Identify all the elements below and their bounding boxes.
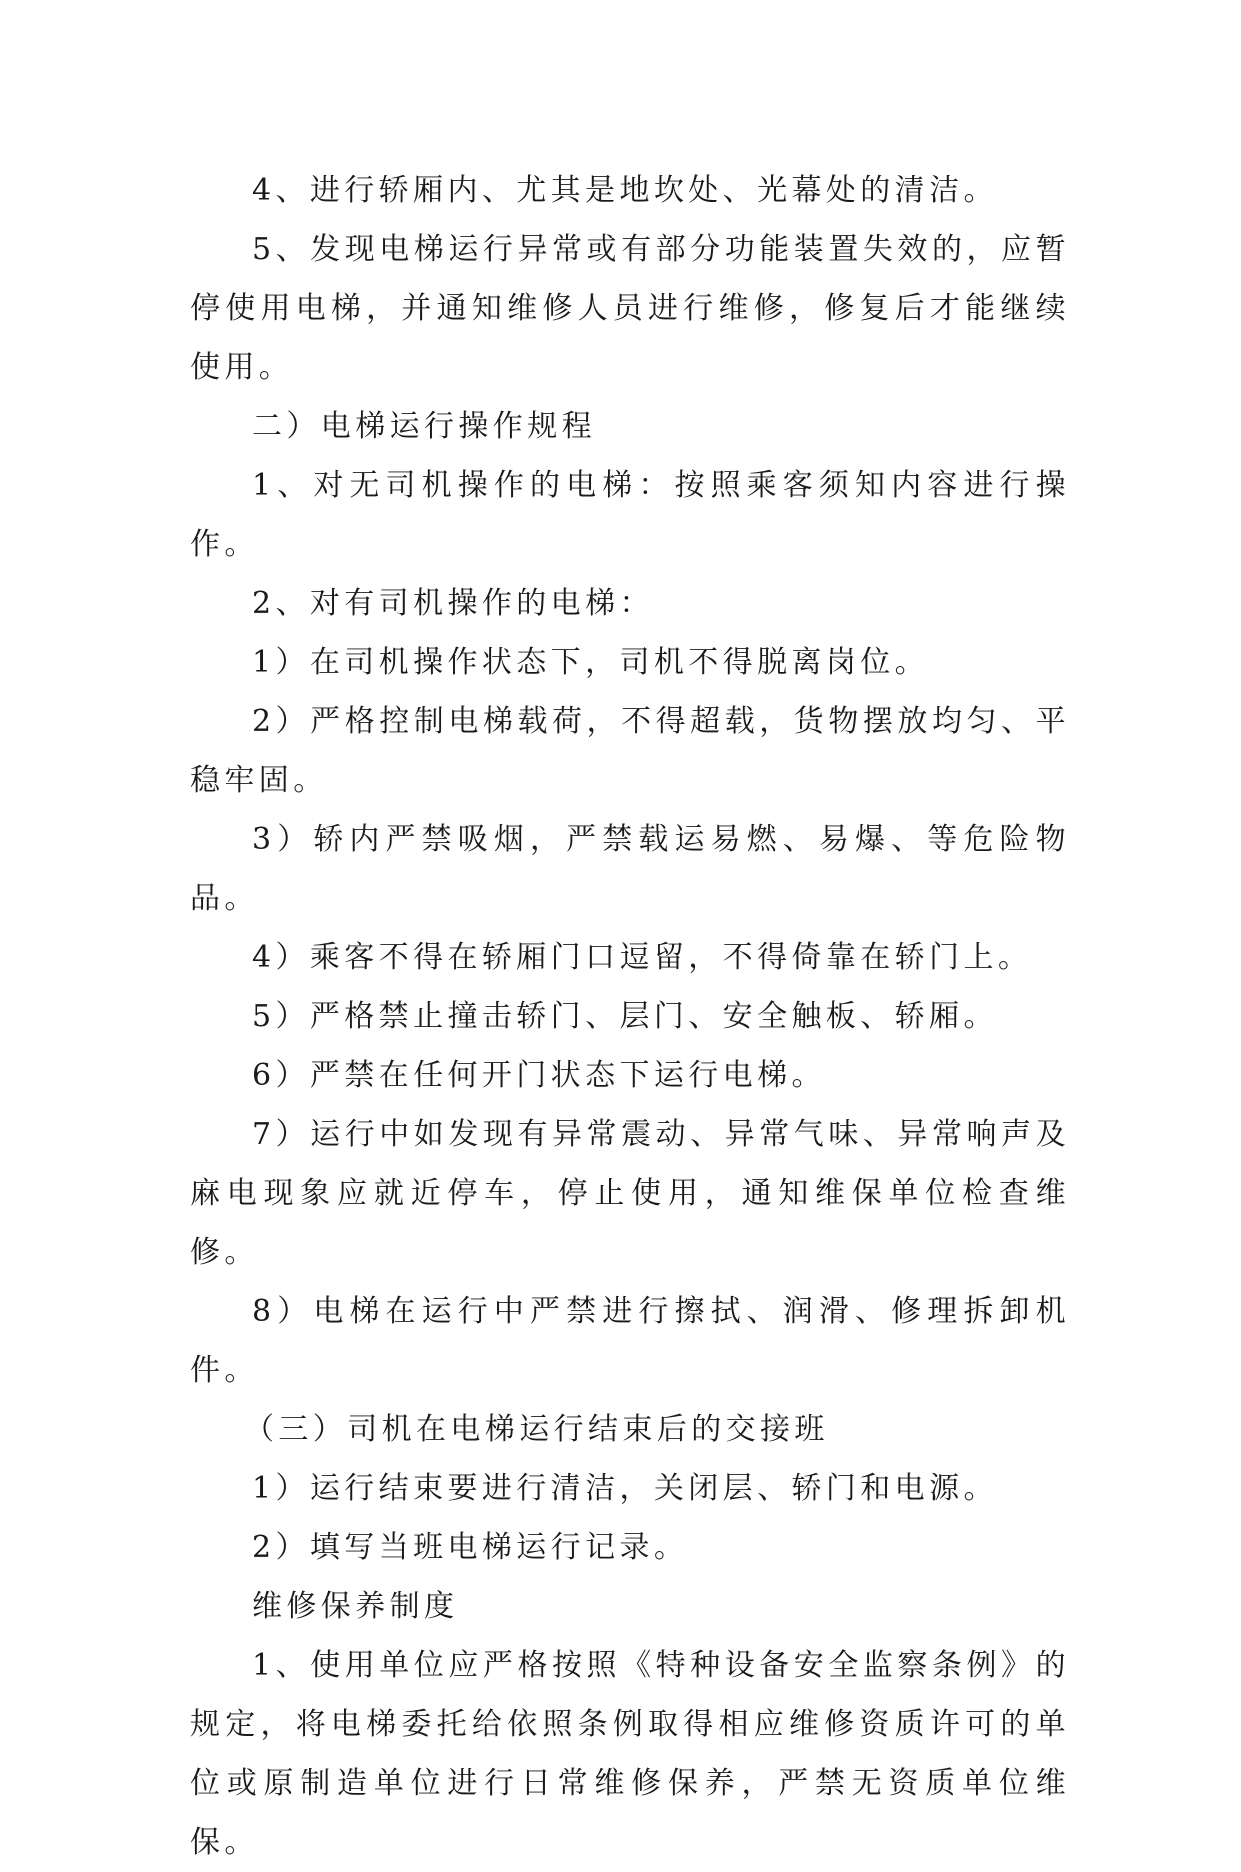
list-item-8: 8）电梯在运行中严禁进行擦拭、润滑、修理拆卸机件。 <box>190 1294 1070 1388</box>
list-item-3: 3）轿内严禁吸烟，严禁载运易燃、易爆、等危险物品。 <box>190 822 1070 916</box>
paragraph-cleaning: 4、进行轿厢内、尤其是地坎处、光幕处的清洁。 <box>252 173 998 208</box>
list-item-5: 5）严格禁止撞击轿门、层门、安全触板、轿厢。 <box>252 999 998 1034</box>
list-item-2: 2）严格控制电梯载荷，不得超载，货物摆放均匀、平稳牢固。 <box>190 704 1070 798</box>
list-item-4: 4）乘客不得在轿厢门口逗留，不得倚靠在轿门上。 <box>252 940 1033 975</box>
list-item-7: 7）运行中如发现有异常震动、异常气味、异常响声及麻电现象应就近停车，停止使用，通知维保单位检查维修。 <box>190 1117 1070 1270</box>
list-item-6: 6）严禁在任何开门状态下运行电梯。 <box>252 1058 826 1093</box>
handover-item-1: 1）运行结束要进行清洁，关闭层、轿门和电源。 <box>252 1471 998 1506</box>
section-heading-maintenance: 维修保养制度 <box>252 1589 459 1624</box>
handover-item-2: 2）填写当班电梯运行记录。 <box>252 1530 689 1565</box>
paragraph-malfunction: 5、发现电梯运行异常或有部分功能装置失效的，应暂停使用电梯，并通知维修人员进行维修，修复后才能继续使用。 <box>190 232 1070 385</box>
paragraph-no-driver: 1、对无司机操作的电梯：按照乘客须知内容进行操作。 <box>190 468 1070 562</box>
section-heading-operation-rules: 二）电梯运行操作规程 <box>252 409 596 444</box>
paragraph-with-driver: 2、对有司机操作的电梯： <box>252 586 654 621</box>
section-heading-handover: （三）司机在电梯运行结束后的交接班 <box>244 1412 829 1447</box>
list-item-1: 1）在司机操作状态下，司机不得脱离岗位。 <box>252 645 930 680</box>
document-body <box>190 161 1070 1872</box>
paragraph-maintenance-rule: 1、使用单位应严格按照《特种设备安全监察条例》的规定，将电梯委托给依照条例取得相应维修资质许可的单位或原制造单位进行日常维修保养，严禁无资质单位维保。 <box>190 1648 1070 1860</box>
